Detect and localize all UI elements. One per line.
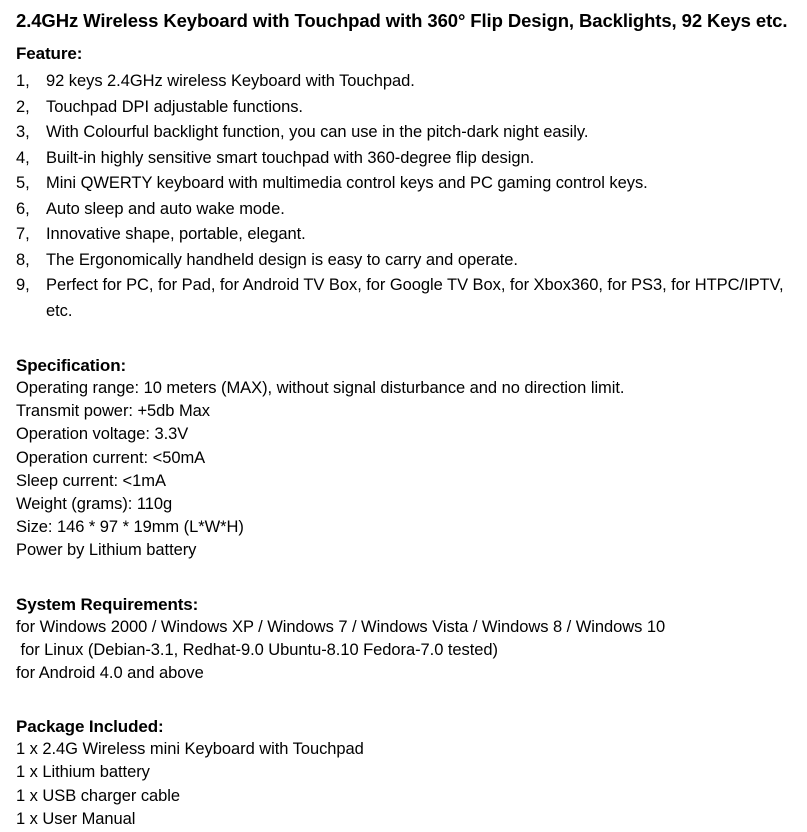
spec-line: Operating range: 10 meters (MAX), without signal disturbance and no direction limit. — [16, 379, 625, 397]
spec-line: Size: 146 * 97 * 19mm (L*W*H) — [16, 518, 244, 537]
page-title: 2.4GHz Wireless Keyboard with Touchpad with 360° Flip Design, Backlights, 92 Keys etc. — [16, 10, 788, 31]
system-requirements-section — [16, 593, 799, 686]
package-item-line: 1 x 2.4G Wireless mini Keyboard with Touchpad — [16, 740, 364, 759]
list-item — [16, 248, 799, 274]
list-item-number: 5, — [16, 174, 30, 192]
spec-line: Power by Lithium battery — [16, 541, 197, 560]
list-item-text: Perfect for PC, for Pad, for Android TV Box, for Google TV Box, for Xbox360, for PS3, for HTPC/IPTV, etc. — [46, 276, 784, 320]
list-item-text: The Ergonomically handheld design is easy to carry and operate. — [46, 250, 518, 269]
list-item-text: Innovative shape, portable, elegant. — [46, 225, 306, 243]
specification-heading: Specification: — [16, 356, 127, 375]
list-item — [16, 273, 799, 324]
specification-section — [16, 354, 799, 563]
system-requirement-line: for Windows 2000 / Windows XP / Windows 7 / Windows Vista / Windows 8 / Windows 10 — [16, 617, 666, 636]
list-item — [16, 222, 799, 248]
list-item-text: Mini QWERTY keyboard with multimedia control keys and PC gaming control keys. — [46, 174, 648, 192]
feature-heading: Feature: — [16, 44, 83, 63]
list-item-text: Auto sleep and auto wake mode. — [46, 199, 285, 218]
list-item-text: 92 keys 2.4GHz wireless Keyboard with Touchpad. — [46, 72, 415, 90]
system-requirement-line: for Android 4.0 and above — [16, 664, 204, 683]
list-item — [16, 120, 799, 146]
list-item-number: 1, — [16, 72, 30, 90]
list-item-number: 6, — [16, 199, 30, 218]
list-item — [16, 69, 799, 95]
list-item-number: 4, — [16, 148, 30, 167]
system-requirements-heading: System Requirements: — [16, 594, 199, 614]
package-item-line: 1 x Lithium battery — [16, 763, 150, 782]
list-item — [16, 146, 799, 172]
package-included-heading: Package Included: — [16, 717, 164, 737]
list-item-number: 8, — [16, 250, 30, 269]
list-item-number: 9, — [16, 276, 30, 294]
spec-line: Weight (grams): 110g — [16, 495, 173, 514]
list-item-number: 2, — [16, 97, 30, 116]
spec-line: Transmit power: +5db Max — [16, 402, 210, 421]
list-item — [16, 171, 799, 197]
feature-list — [16, 69, 799, 324]
list-item-text: Touchpad DPI adjustable functions. — [46, 97, 303, 116]
spec-line: Operation current: <50mA — [16, 448, 206, 467]
list-item-number: 3, — [16, 123, 30, 141]
spec-line: Operation voltage: 3.3V — [16, 425, 189, 444]
list-item-text: With Colourful backlight function, you can use in the pitch-dark night easily. — [46, 123, 589, 141]
list-item-text: Built-in highly sensitive smart touchpad with 360-degree flip design. — [46, 148, 535, 167]
package-item-line: 1 x User Manual — [16, 809, 136, 828]
list-item-number: 7, — [16, 225, 30, 243]
list-item — [16, 197, 799, 223]
package-item-line: 1 x USB charger cable — [16, 786, 181, 805]
package-included-section — [16, 715, 799, 831]
spec-line: Sleep current: <1mA — [16, 471, 166, 490]
list-item — [16, 95, 799, 121]
system-requirement-line: for Linux (Debian-3.1, Redhat-9.0 Ubuntu-8.10 Fedora-7.0 tested) — [16, 640, 498, 659]
feature-section — [16, 42, 799, 324]
